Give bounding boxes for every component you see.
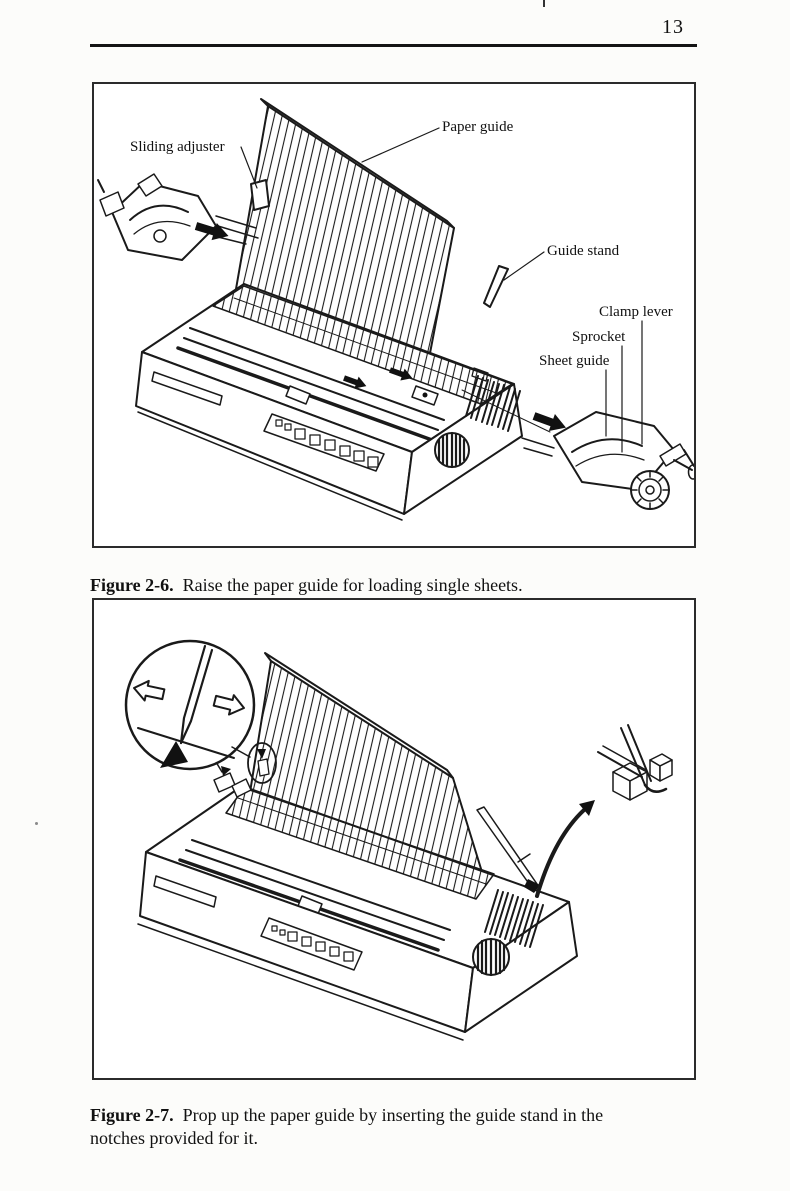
sprocket-wheel [631,471,669,509]
magnifier-inset [126,641,254,769]
figure-2-7-caption [90,1104,652,1150]
prop-up-arrow [537,800,595,896]
sliding-adjuster-tab [251,180,269,210]
figure-2-6-caption-text: Raise the paper guide for loading single sheets. [182,575,523,595]
figure-2-6-caption-label: Figure 2-6. [90,575,174,595]
scan-artifact-tick [543,0,545,7]
figure-2-7-caption-label: Figure 2-7. [90,1105,174,1125]
figure-2-7-drawing [94,600,694,1078]
label-sheet-guide: Sheet guide [539,353,610,369]
figure-2-7-caption-text: Prop up the paper guide by inserting the guide stand in the notches provided for it. [90,1105,604,1149]
header-rule [90,44,697,47]
scan-artifact-dot [35,822,38,825]
sliding-adjuster-tab [258,759,269,776]
figure-2-6-drawing [94,84,694,546]
figure-2-6-frame [92,82,696,548]
label-clamp-lever: Clamp lever [599,304,673,320]
stand-notch-closeup [598,725,672,800]
label-paper-guide: Paper guide [442,119,514,135]
platen-knob [435,433,469,467]
figure-2-6-caption [90,574,702,597]
page-number: 13 [662,16,684,38]
printer-body [136,284,522,520]
figure-2-7-frame [92,598,696,1080]
guide-stand-part [484,266,508,307]
label-guide-stand: Guide stand [547,243,620,259]
label-sprocket: Sprocket [572,329,626,345]
label-sliding-adjuster: Sliding adjuster [130,139,225,155]
tractor-unit-left [98,174,258,260]
platen-knob [473,939,509,975]
